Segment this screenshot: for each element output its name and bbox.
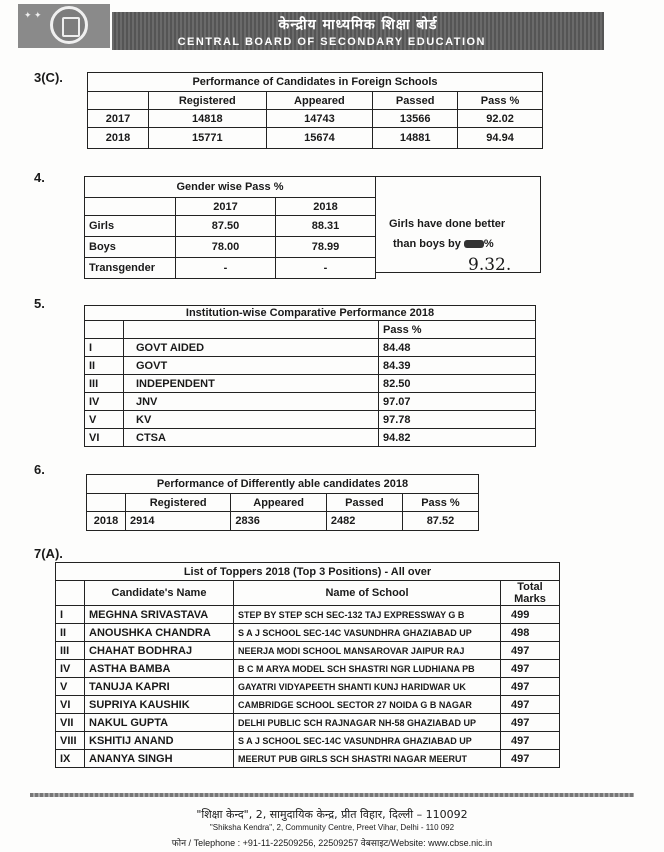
section-number-6: 6. [34,462,45,477]
differently-abled-table [86,474,479,531]
cbse-logo [18,4,110,48]
table-row: 2018 2914 2836 2482 87.52 [87,512,479,531]
column-header: Registered [126,494,231,512]
footer-hindi-address: "शिक्षा केन्द", 2, सामुदायिक केन्द्र, प्रीत विहार, दिल्ली – 110092 [196,808,468,821]
table-title: Gender wise Pass % [85,177,376,198]
table-title: Performance of Differently able candidates 2018 [87,475,479,494]
column-header: Pass % [458,92,543,110]
table-row: II GOVT 84.39 [85,357,536,375]
english-title: CENTRAL BOARD OF SECONDARY EDUCATION [177,36,486,48]
table-row: 2017 14818 14743 13566 92.02 [88,110,543,128]
table-row: IX ANANYA SINGH MEERUT PUB GIRLS SCH SHASTRI NAGAR MEERUT 497 [56,750,560,768]
column-header: Pass % [379,321,536,339]
column-header: Total Marks [501,581,560,606]
table-row: IV JNV 97.07 [85,393,536,411]
column-header: Appeared [266,92,373,110]
toppers-table [55,562,560,768]
gender-pass-table [84,176,376,279]
table-row: IV ASTHA BAMBA B C M ARYA MODEL SCH SHASTRI NGR LUDHIANA PB 497 [56,660,560,678]
table-row: V TANUJA KAPRI GAYATRI VIDYAPEETH SHANTI KUNJ HARIDWAR UK 497 [56,678,560,696]
table-title: Performance of Candidates in Foreign Schools [88,73,543,92]
column-header: Registered [149,92,267,110]
decorative-dots-icon: ✦ ✦ [24,10,42,20]
gender-note-line2: than boys by % [393,238,494,250]
section-number-4: 4. [34,170,45,185]
table-row: III INDEPENDENT 82.50 [85,375,536,393]
section-number-7a: 7(A). [34,546,63,561]
footer-divider [30,793,634,797]
table-row: I GOVT AIDED 84.48 [85,339,536,357]
table-row: 2018 15771 15674 14881 94.94 [88,128,543,149]
column-header: Passed [373,92,458,110]
cbse-seal-icon [50,6,88,44]
table-row: Boys 78.00 78.99 [85,237,376,258]
table-row: III CHAHAT BODHRAJ NEERJA MODI SCHOOL MANSAROVAR JAIPUR RAJ 497 [56,642,560,660]
footer-contact: फोन / Telephone : +91-11-22509256, 22509257 वेबसाइट/Website: www.cbse.nic.in [171,838,493,848]
table-row: Transgender - - [85,258,376,279]
handwritten-value: 9.32. [468,255,512,275]
institution-pass-table [84,305,536,447]
column-header: Pass % [402,494,478,512]
section-number-5: 5. [34,296,45,311]
footer-english-address: "Shiksha Kendra", 2, Community Centre, Preet Vihar, Delhi - 110 092 [209,823,455,832]
table-title: List of Toppers 2018 (Top 3 Positions) - All over [56,563,560,581]
column-header: Passed [326,494,402,512]
table-row: VIII KSHITIJ ANAND S A J SCHOOL SEC-14C VASUNDHRA GHAZIABAD UP 497 [56,732,560,750]
table-row: Girls 87.50 88.31 [85,216,376,237]
table-row: VI SUPRIYA KAUSHIK CAMBRIDGE SCHOOL SECTOR 27 NOIDA G B NAGAR 497 [56,696,560,714]
table-row: V KV 97.78 [85,411,536,429]
table-row: II ANOUSHKA CHANDRA S A J SCHOOL SEC-14C VASUNDHRA GHAZIABAD UP 498 [56,624,560,642]
scribble-mark [464,240,484,248]
column-header: 2018 [276,198,376,216]
column-header: Appeared [231,494,327,512]
table-title: Institution-wise Comparative Performance 2018 [85,306,536,321]
column-header: Candidate's Name [85,581,234,606]
column-header: Name of School [234,581,501,606]
table-row: VII NAKUL GUPTA DELHI PUBLIC SCH RAJNAGAR NH-58 GHAZIABAD UP 497 [56,714,560,732]
section-number-3c: 3(C). [34,70,63,85]
table-row: I MEGHNA SRIVASTAVA STEP BY STEP SCH SEC-132 TAJ EXPRESSWAY G B 499 [56,606,560,624]
foreign-schools-table [87,72,543,149]
column-header: 2017 [176,198,276,216]
table-row: VI CTSA 94.82 [85,429,536,447]
hindi-title: केन्द्रीय माध्यमिक शिक्षा बोर्ड [278,17,438,33]
gender-note-line1: Girls have done better [389,218,506,230]
header-banner [112,12,604,50]
